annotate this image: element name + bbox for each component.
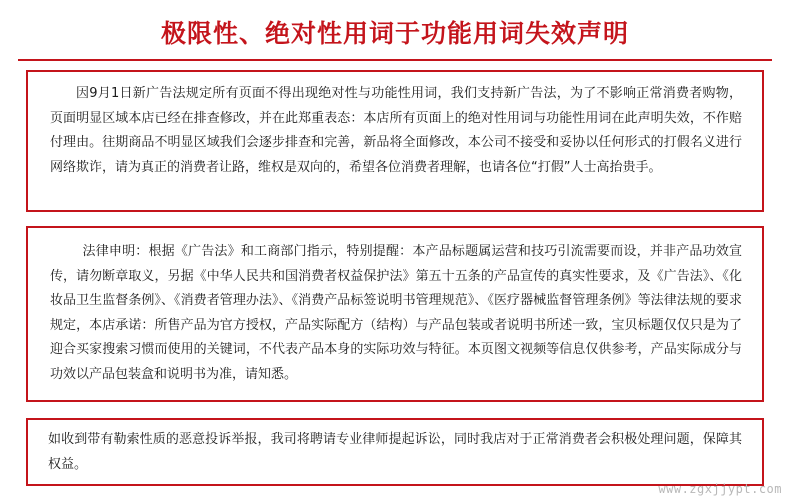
notice-box-complaint bbox=[26, 418, 764, 486]
title-divider bbox=[18, 59, 772, 61]
notice-box-disclaimer bbox=[26, 70, 764, 212]
notice-text-disclaimer: 因9月1日新广告法规定所有页面不得出现绝对性与功能性用词，我们支持新广告法，为了不影响正常消费者购物，页面明显区域本店已经在排查修改，并在此郑重表态：本店所有页面上的绝对性用词与功能性用词在此声明失效，不作赔付理由。往期商品不明显区域我们会逐步排查和完善，新品将全面修改，本公司不接受和妥协以任何形式的打假名义进行网络欺诈，请为真正的消费者让路，维权是双向的，希望各位消费者理解，也请各位“打假”人士高抬贵手。 bbox=[50, 86, 742, 175]
notice-text-complaint: 如收到带有勒索性质的恶意投诉举报，我司将聘请专业律师提起诉讼，同时我店对于正常消费者会积极处理问题，保障其权益。 bbox=[48, 432, 742, 472]
site-watermark: www.zgxjjypt.com bbox=[658, 482, 782, 496]
notice-box-legal bbox=[26, 226, 764, 402]
notice-text-legal: 法律申明：根据《广告法》和工商部门指示，特别提醒：本产品标题属运营和技巧引流需要而设，并非产品功效宣传，请勿断章取义，另据《中华人民共和国消费者权益保护法》第五十五条的产品宣传的真实性要求，及《广告法》、《化妆品卫生监督条例》、《消费者管理办法》、《消费产品标签说明书管理规范》、《医疗器械监督管理条例》等法律法规的要求规定，本店承诺：所售产品为官方授权，产品实际配方（结构）与产品包装或者说明书所述一致，宝贝标题仅仅只是为了迎合买家搜索习惯而使用的关键词，不代表产品本身的实际功效与特征。本页图文视频等信息仅供参考，产品实际成分与功效以产品包装盒和说明书为准，请知悉。 bbox=[50, 244, 742, 382]
page-title: 极限性、绝对性用词于功能用词失效声明 bbox=[160, 19, 629, 48]
